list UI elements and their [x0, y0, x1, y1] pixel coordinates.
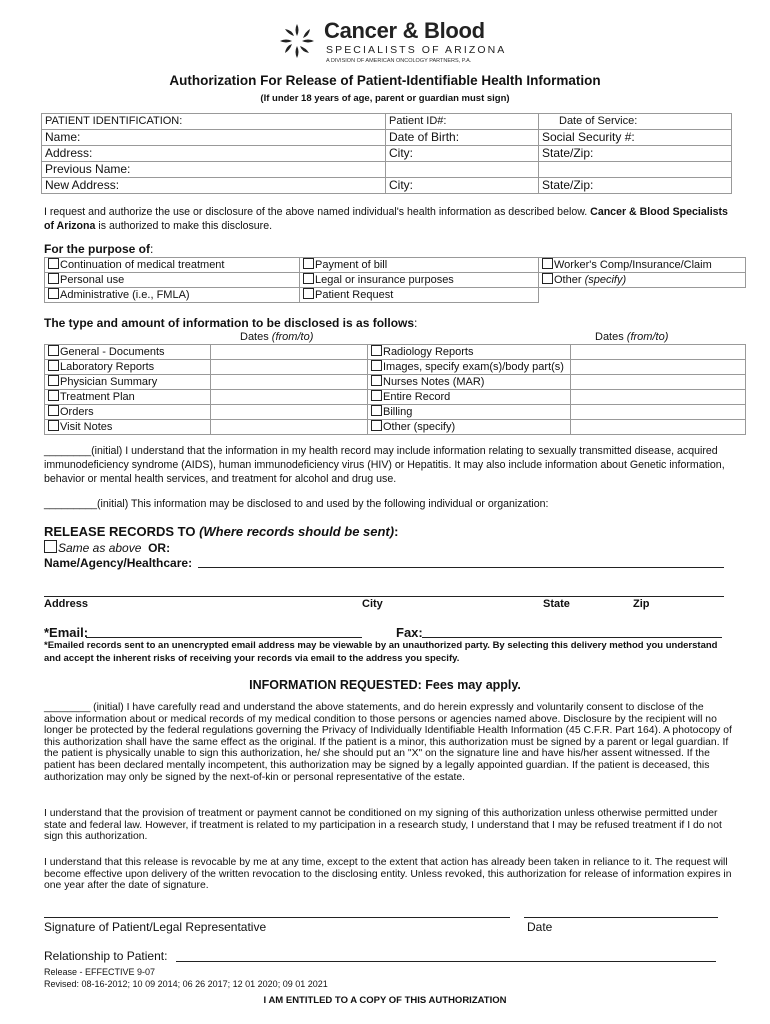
date-line[interactable] — [524, 917, 718, 918]
type-option[interactable]: Entire Record — [368, 390, 571, 405]
type-option[interactable]: Orders — [45, 405, 211, 420]
type-option[interactable]: Physician Summary — [45, 375, 211, 390]
date-range-field[interactable] — [571, 390, 746, 405]
information-requested-heading: INFORMATION REQUESTED: Fees may apply. — [249, 678, 521, 692]
date-range-field[interactable] — [571, 360, 746, 375]
checkbox[interactable] — [542, 258, 553, 269]
request-paragraph: I request and authorize the use or disclosure of the above named individual's health information as described below. Cancer & Blood Specialists of Arizona is authorized to make this disclosure. — [44, 206, 728, 232]
previous-name-field[interactable]: Previous Name: — [42, 162, 386, 178]
checkbox[interactable] — [542, 273, 553, 284]
signature-line[interactable] — [44, 917, 510, 918]
checkbox[interactable] — [48, 375, 59, 386]
checkbox[interactable] — [48, 273, 59, 284]
agency-label: Name/Agency/Healthcare: — [44, 556, 193, 570]
purpose-option[interactable]: Other (specify) — [539, 273, 746, 288]
type-option[interactable]: General - Documents — [45, 345, 211, 360]
signature-label: Signature of Patient/Legal Representative — [44, 920, 267, 934]
address-input-line[interactable] — [44, 596, 724, 597]
type-option[interactable]: Images, specify exam(s)/body part(s) — [368, 360, 571, 375]
checkbox[interactable] — [48, 288, 59, 299]
logo-division: A DIVISION OF AMERICAN ONCOLOGY PARTNERS, P.A. — [326, 58, 472, 64]
zip-label: Zip — [633, 598, 650, 610]
date-range-field[interactable] — [211, 405, 368, 420]
address-field[interactable]: Address: — [42, 146, 386, 162]
checkbox[interactable] — [371, 375, 382, 386]
checkbox[interactable] — [371, 405, 382, 416]
date-range-field[interactable] — [211, 420, 368, 435]
new-address-field[interactable]: New Address: — [42, 178, 386, 194]
company-logo — [276, 18, 506, 66]
email-input-line[interactable] — [86, 637, 362, 638]
date-range-field[interactable] — [211, 390, 368, 405]
form-title: Authorization For Release of Patient-Identifiable Health Information — [169, 73, 601, 88]
date-of-birth-field[interactable]: Date of Birth: — [386, 130, 539, 146]
date-range-field[interactable] — [571, 345, 746, 360]
initial-disclosure-paragraph: ________(initial) I understand that the information in my health record may include information relating to sexually transmitted disease, acquired immunodeficiency syndrome (AIDS), human immunodeficiency virus (HIV) or Hepatitis. It may also include information about Genetic information, behavior or mental health services, and treatment for alcohol and drug use. — [44, 445, 725, 485]
release-records-heading: RELEASE RECORDS TO (Where records should be sent): — [44, 524, 399, 539]
dates-label-right: Dates (from/to) — [595, 331, 669, 343]
checkbox[interactable] — [48, 360, 59, 371]
new-state-zip-field[interactable]: State/Zip: — [539, 178, 732, 194]
purpose-table — [44, 257, 746, 303]
city-label: City — [362, 598, 383, 610]
date-range-field[interactable] — [211, 360, 368, 375]
state-zip-field[interactable]: State/Zip: — [539, 146, 732, 162]
checkbox[interactable] — [48, 420, 59, 431]
types-table — [44, 344, 746, 435]
type-option[interactable]: Treatment Plan — [45, 390, 211, 405]
date-range-field[interactable] — [571, 405, 746, 420]
type-option[interactable]: Radiology Reports — [368, 345, 571, 360]
copy-entitlement-notice: I AM ENTITLED TO A COPY OF THIS AUTHORIZATION — [263, 995, 507, 1006]
checkbox[interactable] — [303, 273, 314, 284]
consent-paragraph: ________ (initial) I have carefully read and understand the above statements, and do herein expressly and voluntarily consent to disclose of the above information about or medical records of my medical condition to those persons or agencies named above. Disclosure by the recipient will no longer be protected by the federal regulations governing the Privacy of Individually Identifiable Health Information (45 C.F.R. Part 164). A photocopy of this authorization shall have the same effect as the original. If the patient is a minor, this authorization must be signed by a parent or legal guardian. If the patient is physically unable to sign this authorization, he/ she should put an "X" on the signature line and have his/her assent witnessed. If the patient has been declared mentally incompetent, this authorization may be signed by a legally appointed guardian. If the patient is deceased, this authorization may only be signed by the next-of-kin or personal representative of the estate. — [44, 702, 732, 783]
purpose-option[interactable]: Personal use — [45, 273, 300, 288]
purpose-option[interactable]: Payment of bill — [300, 258, 539, 273]
sunburst-logo-icon — [276, 20, 318, 62]
purpose-option[interactable]: Patient Request — [300, 288, 539, 303]
date-range-field[interactable] — [571, 420, 746, 435]
purpose-option[interactable]: Worker's Comp/Insurance/Claim — [539, 258, 746, 273]
email-warning: *Emailed records sent to an unencrypted email address may be viewable by an unauthorized party. By selecting this delivery method you understand and accept the inherent risks of receiving your records via email to the address you specify. — [44, 640, 718, 664]
state-label: State — [543, 598, 570, 610]
relationship-line[interactable] — [176, 961, 716, 962]
checkbox[interactable] — [48, 258, 59, 269]
checkbox[interactable] — [371, 345, 382, 356]
ssn-field[interactable]: Social Security #: — [539, 130, 732, 146]
date-of-service-field[interactable]: Date of Service: — [539, 114, 732, 130]
checkbox[interactable] — [48, 390, 59, 401]
type-option[interactable]: Visit Notes — [45, 420, 211, 435]
date-range-field[interactable] — [211, 345, 368, 360]
purpose-option[interactable]: Continuation of medical treatment — [45, 258, 300, 273]
checkbox[interactable] — [48, 405, 59, 416]
new-city-field[interactable]: City: — [386, 178, 539, 194]
logo-subtitle: SPECIALISTS OF ARIZONA — [326, 44, 507, 56]
patient-identification-table — [41, 113, 732, 194]
type-option[interactable]: Billing — [368, 405, 571, 420]
checkbox[interactable] — [371, 360, 382, 371]
checkbox[interactable] — [48, 345, 59, 356]
checkbox[interactable] — [371, 420, 382, 431]
type-option[interactable]: Nurses Notes (MAR) — [368, 375, 571, 390]
checkbox[interactable] — [44, 540, 57, 553]
release-version: Release - EFFECTIVE 9-07 — [44, 967, 156, 977]
checkbox[interactable] — [303, 288, 314, 299]
initial-organization-paragraph: _________(initial) This information may be disclosed to and used by the following individual or organization: — [44, 498, 549, 510]
address-label: Address — [44, 598, 89, 610]
dates-label-left: Dates (from/to) — [240, 331, 314, 343]
date-label: Date — [527, 920, 553, 934]
revision-dates: Revised: 08-16-2012; 10 09 2014; 06 26 2017; 12 01 2020; 09 01 2021 — [44, 979, 328, 989]
patient-identification-header: PATIENT IDENTIFICATION: — [42, 114, 386, 130]
patient-id-field[interactable]: Patient ID#: — [386, 114, 539, 130]
fax-input-line[interactable] — [422, 637, 722, 638]
purpose-option[interactable]: Administrative (i.e., FMLA) — [45, 288, 300, 303]
date-range-field[interactable] — [571, 375, 746, 390]
logo-name: Cancer & Blood — [324, 18, 485, 43]
email-label: *Email: — [44, 625, 89, 640]
agency-input-line[interactable] — [198, 567, 724, 568]
checkbox[interactable] — [303, 258, 314, 269]
revocation-paragraph: I understand that this release is revocable by me at any time, except to the extent that action has already been taken in reliance to it. The request will become effective upon delivery of the written revocation to the disclosing entity. Unless revoked, this authorization for release of information expires in one year after the date of signature. — [44, 857, 732, 892]
type-option[interactable]: Other (specify) — [368, 420, 571, 435]
purpose-heading: For the purpose of: — [44, 242, 154, 256]
types-heading: The type and amount of information to be disclosed is as follows: — [44, 316, 418, 330]
form-subtitle: (If under 18 years of age, parent or guardian must sign) — [260, 93, 510, 104]
same-as-above-option[interactable]: Same as above OR: — [44, 540, 170, 555]
checkbox[interactable] — [371, 390, 382, 401]
purpose-option[interactable]: Legal or insurance purposes — [300, 273, 539, 288]
treatment-paragraph: I understand that the provision of treatment or payment cannot be conditioned on my signing of this authorization unless otherwise permitted under state and federal law. However, if treatment is related to my participation in a research study, I understand that I may be refused treatment if I do not sign this authorization. — [44, 808, 722, 843]
name-field[interactable]: Name: — [42, 130, 386, 146]
date-range-field[interactable] — [211, 375, 368, 390]
fax-label: Fax: — [396, 625, 423, 640]
type-option[interactable]: Laboratory Reports — [45, 360, 211, 375]
relationship-label: Relationship to Patient: — [44, 949, 168, 963]
city-field[interactable]: City: — [386, 146, 539, 162]
